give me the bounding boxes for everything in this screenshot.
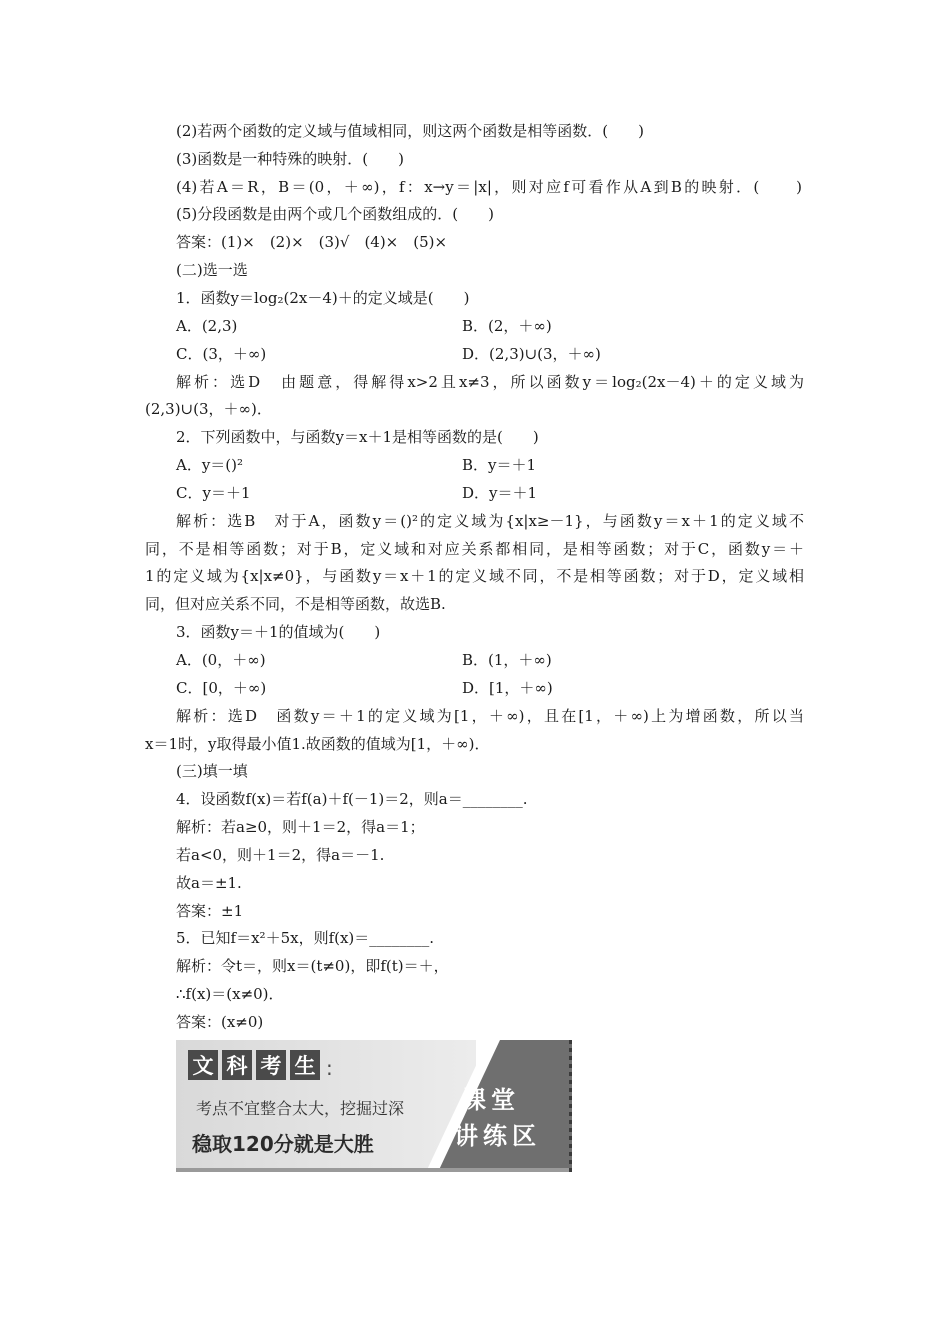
section-banner: [176, 1040, 572, 1172]
question-1-option-d: D．(2,3)∪(3，＋∞): [462, 345, 601, 363]
question-3-option-a: A．(0，＋∞): [176, 651, 266, 669]
banner-dashed-edge: [569, 1040, 572, 1172]
tf-question-4: (4)若A＝R，B＝(0，＋∞)，f：x→y＝|x|，则对应f可看作从A到B的映射．( ): [176, 178, 802, 196]
question-5-solution-line-1: 解析：令t＝，则x＝(t≠0)，即f(t)＝＋，: [176, 957, 449, 975]
question-4-solution-line-3: 故a＝±1.: [176, 874, 242, 892]
question-3-solution-line-2: x＝1时，y取得最小值1.故函数的值域为[1，＋∞)．: [145, 735, 490, 753]
question-1-option-b: B．(2，＋∞): [462, 317, 552, 335]
question-5-stem: 5．已知f＝x²＋5x，则f(x)＝________.: [176, 929, 435, 947]
banner-right-label-2: 讲练区: [454, 1122, 541, 1150]
question-1-option-c: C．(3，＋∞): [176, 345, 267, 363]
banner-slogan: 稳取120分就是大胜: [192, 1132, 374, 1156]
question-2-option-d: D．y＝＋1: [462, 484, 538, 502]
banner-title-tile: 生: [290, 1050, 320, 1080]
question-1-solution-line-1: 解析：选D 由题意，得解得x>2且x≠3，所以函数y＝log₂(2x－4)＋的定义域为: [176, 373, 804, 391]
banner-title-colon: :: [326, 1056, 333, 1080]
banner-subtitle: 考点不宜整合太大，挖掘过深: [196, 1099, 405, 1118]
section-heading-fill: (三)填一填: [176, 762, 248, 780]
question-5-answer: 答案：(x≠0): [176, 1013, 264, 1031]
question-3-option-d: D．[1，＋∞): [462, 679, 553, 697]
question-2-solution-line-1: 解析：选B 对于A，函数y＝()²的定义域为{x|x≥－1}，与函数y＝x＋1的定义域不: [176, 512, 804, 530]
question-3-solution-line-1: 解析：选D 函数y＝＋1的定义域为[1，＋∞)，且在[1，＋∞)上为增函数，所以当: [176, 707, 804, 725]
question-4-solution-line-2: 若a<0，则＋1＝2，得a＝－1.: [176, 846, 385, 864]
question-1-option-a: A．(2,3): [176, 317, 238, 335]
question-4-stem: 4．设函数f(x)＝若f(a)＋f(－1)＝2，则a＝________.: [176, 790, 528, 808]
tf-question-3: (3)函数是一种特殊的映射．( ): [176, 150, 404, 168]
question-3-option-b: B．(1，＋∞): [462, 651, 552, 669]
tf-question-2: (2)若两个函数的定义域与值域相同，则这两个函数是相等函数．( ): [176, 122, 644, 140]
banner-bottom-rule: [176, 1168, 572, 1172]
question-2-solution-line-3: 1的定义域为{x|x≠0}，与函数y＝x＋1的定义域不同，不是相等函数；对于D，定义域相: [145, 567, 804, 585]
banner-right-label-1: 课堂: [462, 1086, 520, 1114]
tf-question-5: (5)分段函数是由两个或几个函数组成的．( ): [176, 205, 494, 223]
question-4-answer: 答案：±1: [176, 902, 244, 920]
banner-title-tile: 考: [256, 1050, 286, 1080]
question-2-solution-line-4: 同，但对应关系不同，不是相等函数，故选B.: [145, 595, 446, 613]
banner-title-tile: 科: [222, 1050, 252, 1080]
question-2-option-b: B．y＝＋1: [462, 456, 537, 474]
question-1-stem: 1．函数y＝log₂(2x－4)＋的定义域是( ): [176, 289, 470, 307]
question-3-stem: 3．函数y＝＋1的值域为( ): [176, 623, 381, 641]
question-2-option-c: C．y＝＋1: [176, 484, 251, 502]
question-4-solution-line-1: 解析：若a≥0，则＋1＝2，得a＝1；: [176, 818, 425, 836]
banner-title-tile: 文: [188, 1050, 218, 1080]
question-3-option-c: C．[0，＋∞): [176, 679, 267, 697]
question-2-solution-line-2: 同，不是相等函数；对于B，定义域和对应关系都相同，是相等函数；对于C，函数y＝＋: [145, 540, 804, 558]
banner-title: [188, 1050, 333, 1080]
question-5-solution-line-2: ∴f(x)＝(x≠0)．: [176, 985, 284, 1003]
section-heading-choose: (二)选一选: [176, 261, 248, 279]
tf-answer: 答案：(1)× (2)× (3)√ (4)× (5)×: [176, 233, 448, 251]
question-2-stem: 2．下列函数中，与函数y＝x＋1是相等函数的是( ): [176, 428, 539, 446]
question-2-option-a: A．y＝()²: [176, 456, 244, 474]
question-1-solution-line-2: (2,3)∪(3，＋∞)．: [145, 400, 272, 418]
